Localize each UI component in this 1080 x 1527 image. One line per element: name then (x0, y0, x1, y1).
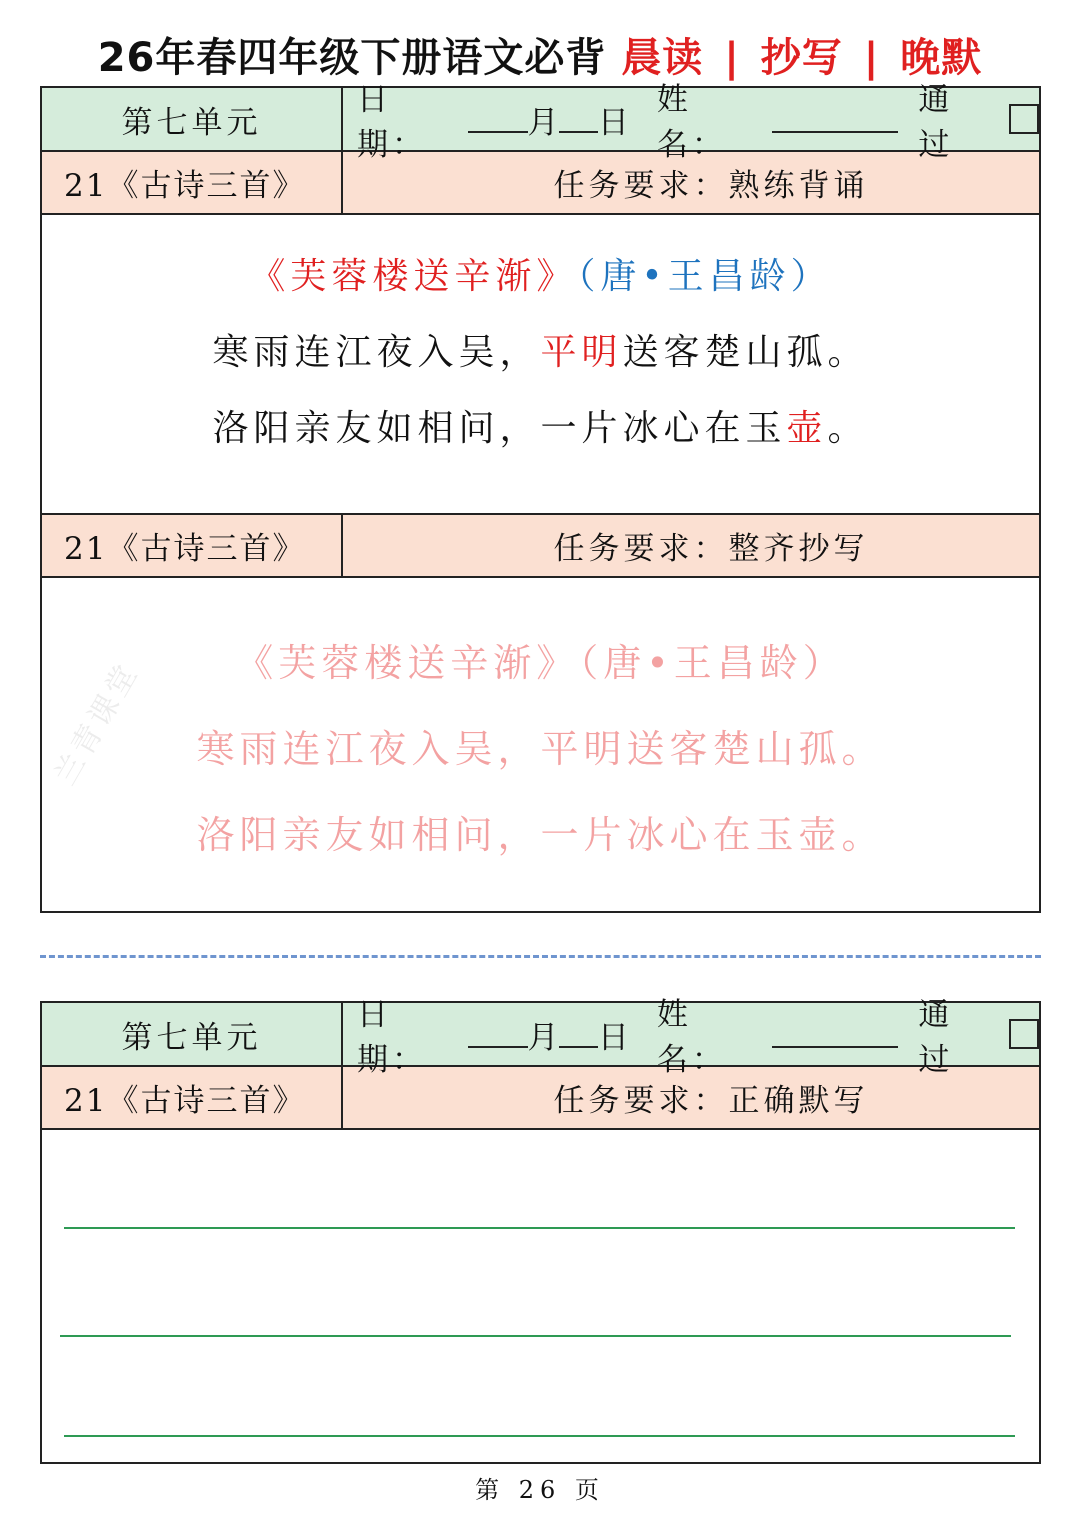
meta-cell (343, 82, 1039, 163)
lesson-cell (42, 515, 343, 576)
day-label: 日 (597, 104, 629, 141)
lesson-cell (42, 152, 343, 213)
poem-text: 寒雨连江夜入吴， (212, 332, 541, 373)
poem-recite-area (42, 215, 1039, 515)
day-blank[interactable] (559, 105, 598, 133)
trace-line-1: 寒雨连江夜入吴，平明送客楚山孤。 (196, 727, 885, 771)
writing-line[interactable] (60, 1335, 1011, 1337)
worksheet-card-top (40, 82, 1041, 913)
title-copy: 抄写 (760, 35, 843, 81)
worksheet-card-bottom (40, 997, 1041, 1464)
lesson-label: 21《古诗三首》 (64, 531, 306, 567)
meta-cell (343, 997, 1039, 1078)
meta-fields (343, 989, 1039, 1079)
lesson-label: 21《古诗三首》 (64, 168, 306, 204)
lesson-cell (42, 1067, 343, 1128)
poem-text: 。 (827, 408, 869, 449)
info-row (42, 82, 1039, 163)
unit-label: 第七单元 (121, 1019, 262, 1056)
title-main: 26年春四年级下册语文必背 (97, 35, 607, 81)
trace-heading: 《芙蓉楼送辛渐》（唐•王昌龄） (235, 641, 846, 685)
poem-text: 送客楚山孤。 (622, 332, 869, 373)
watermark: 兰青课堂 (47, 656, 147, 792)
dictation-writing-area[interactable] (42, 1130, 1039, 1460)
task-copy: 任务要求：整齐抄写 (553, 531, 869, 567)
trace-line-2: 洛阳亲友如相问，一片冰心在玉壶。 (196, 813, 885, 857)
page-number: 第 26 页 (475, 1476, 605, 1504)
writing-line[interactable] (64, 1227, 1015, 1229)
writing-line[interactable] (64, 1435, 1015, 1437)
poem-heading (42, 239, 1039, 315)
poem-text: 洛阳亲友如相问，一片冰心在玉 (212, 408, 787, 449)
task-cell (343, 152, 1039, 213)
day-label: 日 (597, 1019, 629, 1056)
poem-line-2 (42, 391, 1039, 467)
task-recite: 任务要求：熟练背诵 (553, 168, 869, 204)
month-label: 月 (527, 1019, 559, 1056)
poem-line-1 (42, 315, 1039, 391)
month-label: 月 (527, 104, 559, 141)
pass-checkbox[interactable] (1009, 104, 1039, 134)
lesson-row (42, 515, 1039, 578)
month-blank[interactable] (468, 105, 527, 133)
task-dictation: 任务要求：正确默写 (553, 1083, 869, 1119)
month-blank[interactable] (468, 1020, 527, 1048)
task-cell (343, 515, 1039, 576)
poem-highlight: 平明 (540, 332, 623, 373)
meta-fields (343, 74, 1039, 164)
title-separator: | (863, 35, 880, 81)
poem-copy-area[interactable] (42, 578, 1039, 908)
lesson-row (42, 152, 1039, 215)
info-row (42, 997, 1039, 1078)
unit-cell (42, 1003, 343, 1065)
title-evening-dictation: 晚默 (900, 35, 983, 81)
name-label: 姓名： (656, 82, 727, 163)
title-morning-read: 晨读 (621, 35, 704, 81)
pass-label: 通过 (918, 997, 954, 1078)
task-cell (343, 1067, 1039, 1128)
poem-author: （唐•王昌龄） (577, 256, 832, 297)
name-blank[interactable] (772, 105, 898, 133)
pass-label: 通过 (918, 82, 954, 163)
title-separator: | (724, 35, 740, 81)
name-blank[interactable] (772, 1020, 898, 1048)
date-label: 日期： (357, 997, 427, 1078)
poem-title: 《芙蓉楼送辛渐》 (249, 256, 578, 297)
unit-label: 第七单元 (121, 104, 262, 141)
poem-highlight: 壶 (786, 408, 828, 449)
pass-checkbox[interactable] (1009, 1019, 1039, 1049)
lesson-row (42, 1067, 1039, 1130)
date-label: 日期： (357, 82, 427, 163)
name-label: 姓名： (656, 997, 727, 1078)
cut-divider (40, 955, 1041, 958)
lesson-label: 21《古诗三首》 (64, 1083, 306, 1119)
unit-cell (42, 88, 343, 150)
day-blank[interactable] (559, 1020, 598, 1048)
